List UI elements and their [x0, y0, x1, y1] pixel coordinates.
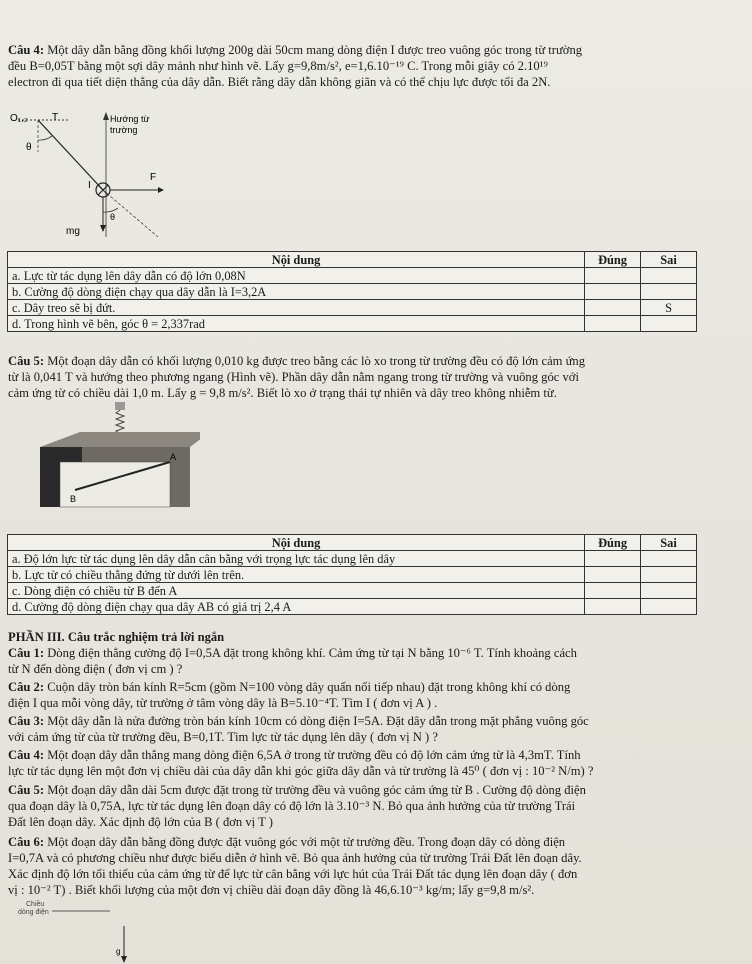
- q5-figure: [20, 402, 200, 527]
- q4-figure: [8, 112, 168, 237]
- p3-c1-line-1: Câu 1: Dòng điện thẳng cường độ I=0,5A đặt trong không khí. Cảm ứng từ tại N bằng 10⁻⁶ T. Tính khoảng cách: [8, 646, 577, 660]
- p3-c6-line-2: I=0,7A và có phương chiều như được biểu diễn ở hình vẽ. Bỏ qua ảnh hưởng của từ trường Trái Đất lên đoạn dây.: [8, 851, 582, 865]
- p3-c6-line-1: Câu 6: Một đoạn dây dẫn bằng đồng được đặt vuông góc với một từ trường đều. Trong đoạn dây có dòng điện: [8, 835, 566, 849]
- answer-cell[interactable]: [585, 583, 641, 599]
- theta-label-top: θ: [26, 142, 32, 153]
- q5-line-3: cảm ứng từ có chiều dài 1,0 m. Lấy g = 9,8 m/s². Biết lò xo ở trạng thái tự nhiên và dây treo không nhiễm từ.: [8, 386, 557, 400]
- p3-c6-line-4: vị : 10⁻² T) . Biết khối lượng của một đơn vị chiều dài đoạn dây đồng là 46,6.10⁻³ kg/m; lấy g=9,8 m/s².: [8, 883, 535, 897]
- answer-cell[interactable]: [585, 551, 641, 567]
- answer-cell[interactable]: [641, 567, 697, 583]
- table-row: b. Cường độ dòng điện chạy qua dây dẫn là I=3,2A: [8, 284, 697, 300]
- p3-c1-line-2: từ N đến dòng điện ( đơn vị cm ) ?: [8, 662, 183, 676]
- answer-cell[interactable]: [641, 583, 697, 599]
- p3-c6-line-3: Xác định độ lớn tối thiểu của cảm ứng từ để lực từ cân bằng với lực hút của Trái Đất tác dụng lên đoạn dây ( đơn: [8, 867, 578, 881]
- answer-cell[interactable]: [641, 284, 697, 300]
- i-label: I: [88, 180, 91, 191]
- field-label-1: Hướng từ: [110, 114, 150, 124]
- p3-c4-line-2: lực từ tác dụng lên một đơn vị chiều dài của dây dẫn khi góc giữa dây dẫn và từ trường là 45⁰ ( đơn vị : 10⁻² N/m) ?: [8, 764, 594, 778]
- table-row: a. Độ lớn lực từ tác dụng lên dây dẫn cân bằng với trọng lực tác dụng lên dây: [8, 551, 697, 567]
- q5-table: [7, 534, 697, 615]
- field-label-2: trường: [110, 125, 138, 135]
- q5-line-1: Câu 5: Một đoạn dây dẫn có khối lượng 0,010 kg được treo bằng các lò xo trong từ trường đều có độ lớn cảm ứng: [8, 354, 586, 368]
- answer-cell[interactable]: [641, 551, 697, 567]
- mg-label: mg: [66, 226, 80, 237]
- q4-table: [7, 251, 697, 332]
- p3-c3-line-2: với cảm ứng từ của từ trường đều, B=0,1T. Tìm lực từ tác dụng lên dây ( đơn vị N ) ?: [8, 730, 438, 744]
- table-row: b. Lực từ có chiều thẳng đứng từ dưới lên trên.: [8, 567, 697, 583]
- table-row: c. Dòng điện có chiều từ B đến A: [8, 583, 697, 599]
- theta-arc-top: [38, 136, 52, 140]
- t-label: T: [52, 112, 59, 123]
- table-row: a. Lực từ tác dụng lên dây dẫn có độ lớn 0,08N: [8, 268, 697, 284]
- p3-c2-line-1: Câu 2: Cuộn dây tròn bán kính R=5cm (gồm N=100 vòng dây quấn nối tiếp nhau) đặt trong không khí có dòng: [8, 680, 571, 694]
- answer-cell[interactable]: S: [641, 300, 697, 316]
- table-row: d. Cường độ dòng điện chạy qua dây AB có giá trị 2,4 A: [8, 599, 697, 615]
- answer-cell[interactable]: [585, 300, 641, 316]
- answer-cell[interactable]: [585, 268, 641, 284]
- q6-figure: [12, 898, 132, 964]
- answer-cell[interactable]: [641, 268, 697, 284]
- answer-cell[interactable]: [585, 284, 641, 300]
- p3-c4-line-1: Câu 4: Một đoạn dây dẫn thẳng mang dòng điện 6,5A ở trong từ trường đều có độ lớn cảm ứng từ là 4,3mT. Tính: [8, 748, 581, 762]
- answer-cell[interactable]: [585, 599, 641, 615]
- g-label: g: [116, 947, 121, 956]
- p3-c2-line-2: điện I qua mỗi vòng dây, từ trường ở tâm vòng dây là B=5.10⁻⁴T. Tìm I ( đơn vị A ) .: [8, 696, 438, 710]
- q4-line-2: đều B=0,05T bằng một sợi dây mảnh như hình vẽ. Lấy g=9,8m/s², e=1,6.10⁻¹⁹ C. Trong mỗi giây có 2.10¹⁹: [8, 59, 548, 73]
- spring-icon: [116, 410, 124, 434]
- answer-cell[interactable]: [641, 599, 697, 615]
- p3-c5-line-1: Câu 5: Một đoạn dây dẫn dài 5cm được đặt trong từ trường đều và vuông góc cảm ứng từ B . Cường độ dòng điện: [8, 783, 586, 797]
- q5-line-2: từ là 0,041 T và hướng theo phương ngang (Hình vẽ). Phần dây dẫn nằm ngang trong từ trường và vuông góc với: [8, 370, 579, 384]
- f-label: F: [150, 172, 157, 183]
- current-direction-label-1: Chiều: [26, 901, 45, 908]
- answer-cell[interactable]: [585, 567, 641, 583]
- p3-c5-line-3: Đất lên đoạn dây. Xác định độ lớn của B ( đơn vị T ): [8, 815, 273, 829]
- table-row: c. Dây treo sẽ bị đứt. S: [8, 300, 697, 316]
- magnet-top-face: [40, 432, 200, 447]
- magnet-gap: [60, 462, 170, 507]
- theta-label-bottom: θ: [110, 212, 116, 222]
- q4-line-3: electron đi qua tiết diện thẳng của dây dẫn. Biết rằng dây dẫn không giãn và có thể chịu lực được tối đa 2N.: [8, 75, 551, 89]
- gravity-arrow-icon: [121, 956, 127, 963]
- field-arrow-icon: [103, 112, 109, 120]
- part3-title: PHẦN III. Câu trắc nghiệm trả lời ngắn: [8, 630, 225, 644]
- table-header-row: Nội dung Đúng Sai: [8, 252, 697, 268]
- thread-line: [38, 120, 103, 190]
- o-label: O₁,₂: [10, 113, 28, 124]
- a-label: A: [170, 452, 177, 462]
- q4-line-1: Câu 4: Một dây dẫn bằng đồng khối lượng 200g dài 50cm mang dòng điện I được treo vuông góc trong từ trường: [8, 43, 583, 57]
- table-header-row: Nội dung Đúng Sai: [8, 535, 697, 551]
- spring-mount: [115, 402, 125, 410]
- b-label: B: [70, 494, 77, 504]
- table-row: d. Trong hình vẽ bên, góc θ = 2,337rad: [8, 316, 697, 332]
- current-direction-label-2: dòng điện: [18, 909, 49, 916]
- p3-c3-line-1: Câu 3: Một dây dẫn là nửa đường tròn bán kính 10cm có dòng điện I=5A. Đặt dây dẫn trong mặt phẳng vuông góc: [8, 714, 589, 728]
- p3-c5-line-2: qua đoạn dây là 0,75A, lực từ tác dụng lên đoạn dây có độ lớn là 3.10⁻³ N. Bỏ qua ảnh hưởng của từ trường Trái: [8, 799, 576, 813]
- answer-cell[interactable]: [585, 316, 641, 332]
- answer-cell[interactable]: [641, 316, 697, 332]
